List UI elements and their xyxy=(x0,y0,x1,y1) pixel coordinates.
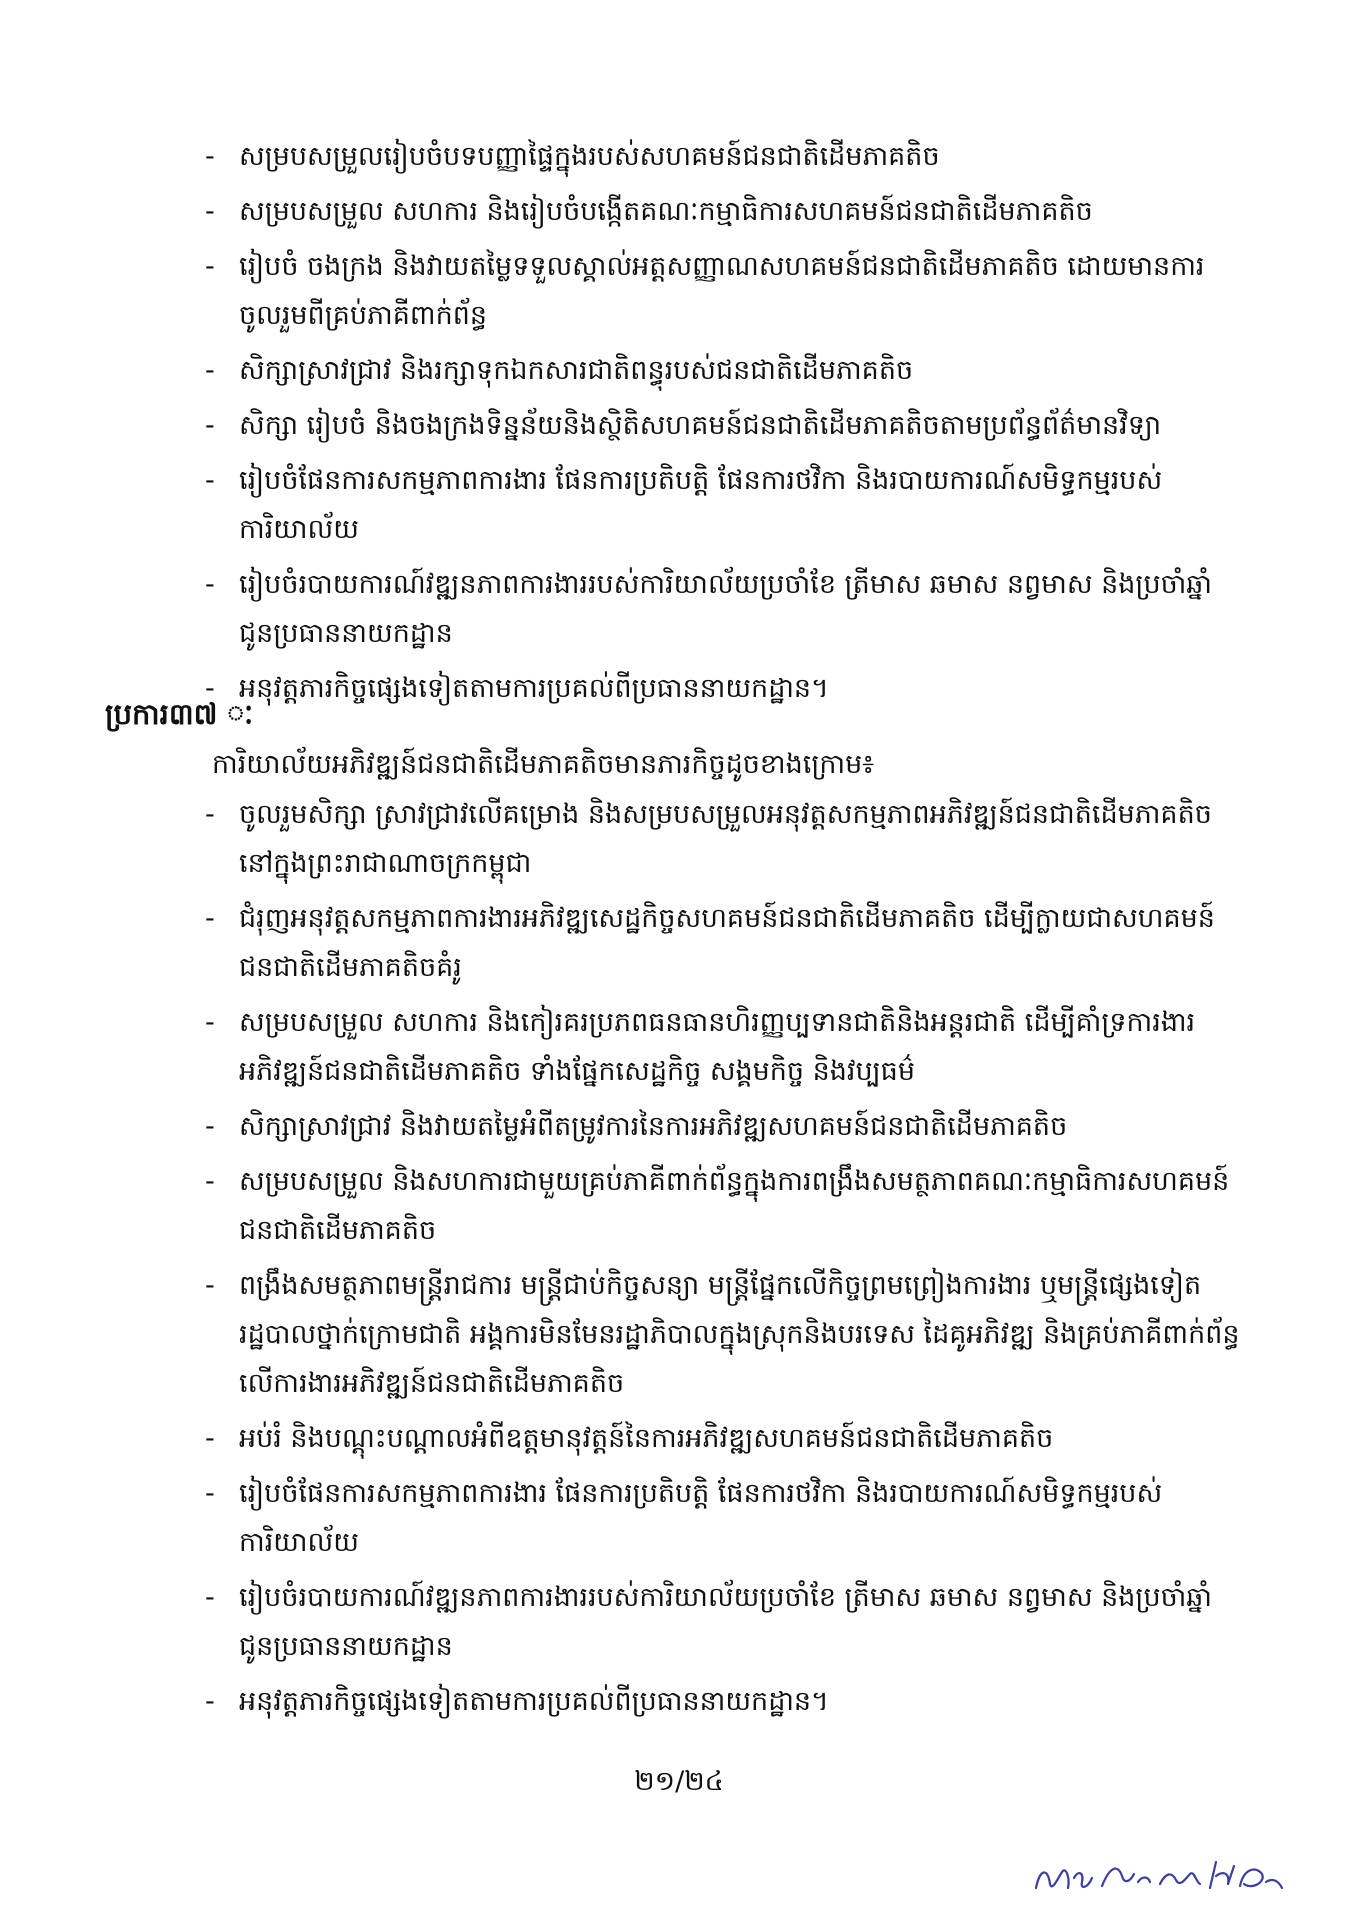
list-item: - សិក្សា រៀបចំ និងចងក្រងទិន្នន័យនិងស្ថិតិសហគមន៍ជនជាតិដើមភាគតិចតាមប្រព័ន្ធព័ត៌មានវិទ្យា xyxy=(205,410,1162,441)
page-number: ២១/២៤ xyxy=(634,1766,724,1797)
duties-list-bottom xyxy=(205,790,1245,1732)
list-item: - ពង្រឹងសមត្ថភាពមន្ត្រីរាជការ មន្ត្រីជាប់កិច្ចសន្យា មន្ត្រីផ្នែកលើកិច្ចព្រមព្រៀងការងារ ឬមន្ត្រីផ្សេងទៀត រដ្ឋបាលថ្នាក់ក្រោមជាតិ អង្គការមិនមែនរដ្ឋាភិបាលក្នុងស្រុកនិងបរទេស ដៃគូអភិវឌ្ឍ និងគ្រប់ភាគីពាក់ព័ន្ធលើការងារអភិវឌ្ឍន៍ជនជាតិដើមភាគតិច xyxy=(205,1270,1240,1399)
list-item: - រៀបចំផែនការសកម្មភាពការងារ ផែនការប្រតិបត្តិ ផែនការថវិកា និងរបាយការណ៍សមិទ្ធកម្មរបស់ការិយាល័យ xyxy=(205,465,1163,545)
list-item: - អនុវត្តភារកិច្ចផ្សេងទៀតតាមការប្រគល់ពីប្រធាននាយកដ្ឋាន។ xyxy=(205,673,829,704)
article-intro: ការិយាល័យអភិវឌ្ឍន៍ជនជាតិដើមភាគតិចមានភារកិច្ចដូចខាងក្រោម៖ xyxy=(212,749,875,780)
list-item: - សម្របសម្រួលរៀបចំបទបញ្ញាផ្ទៃក្នុងរបស់សហគមន៍ជនជាតិដើមភាគតិច xyxy=(205,141,940,172)
list-item: - សិក្សាស្រាវជ្រាវ និងរក្សាទុកឯកសារជាតិពន្ធុរបស់ជនជាតិដើមភាគតិច xyxy=(205,355,914,386)
list-item: - រៀបចំផែនការសកម្មភាពការងារ ផែនការប្រតិបត្តិ ផែនការថវិកា និងរបាយការណ៍សមិទ្ធកម្មរបស់ការិយាល័យ xyxy=(205,1478,1163,1558)
list-item: - សិក្សាស្រាវជ្រាវ និងវាយតម្លៃអំពីតម្រូវការនៃការអភិវឌ្ឍសហគមន៍ជនជាតិដើមភាគតិច xyxy=(205,1111,1068,1142)
list-item: - សម្របសម្រួល សហការ និងរៀបចំបង្កើតគណៈកម្មាធិការសហគមន៍ជនជាតិដើមភាគតិច xyxy=(205,196,1093,227)
signature-strokes xyxy=(1036,1862,1282,1888)
duties-list-top xyxy=(205,132,1245,719)
list-item: - អនុវត្តភារកិច្ចផ្សេងទៀតតាមការប្រគល់ពីប្រធាននាយកដ្ឋាន។ xyxy=(205,1686,829,1717)
list-item: - ចូលរួមសិក្សា ស្រាវជ្រាវលើគម្រោង និងសម្របសម្រួលអនុវត្តសកម្មភាពអភិវឌ្ឍន៍ជនជាតិដើមភាគតិចនៅក្នុងព្រះរាជាណាចក្រកម្ពុជា xyxy=(205,799,1212,879)
list-item: - សម្របសម្រួល សហការ និងកៀរគរប្រភពធនធានហិរញ្ញប្បទានជាតិនិងអន្តរជាតិ ដើម្បីគាំទ្រការងារអភិវឌ្ឍន៍ជនជាតិដើមភាគតិច ទាំងផ្នែកសេដ្ឋកិច្ច សង្គមកិច្ច និងវប្បធម៌ xyxy=(205,1007,1196,1087)
handwritten-initials xyxy=(1030,1848,1290,1902)
list-item: - អប់រំ និងបណ្តុះបណ្តាលអំពីឧត្តមានុវត្តន៍នៃការអភិវឌ្ឍសហគមន៍ជនជាតិដើមភាគតិច xyxy=(205,1423,1054,1454)
list-item: - សម្របសម្រួល និងសហការជាមួយគ្រប់ភាគីពាក់ព័ន្ធក្នុងការពង្រឹងសមត្ថភាពគណៈកម្មាធិការសហគមន៍ជនជាតិដើមភាគតិច xyxy=(205,1166,1230,1246)
list-item: - រៀបចំរបាយការណ៍វឌ្ឍនភាពការងាររបស់ការិយាល័យប្រចាំខែ ត្រីមាស ឆមាស នព្វមាស និងប្រចាំឆ្នាំ ជូនប្រធាននាយកដ្ឋាន xyxy=(205,569,1213,649)
list-item: - រៀបចំរបាយការណ៍វឌ្ឍនភាពការងាររបស់ការិយាល័យប្រចាំខែ ត្រីមាស ឆមាស នព្វមាស និងប្រចាំឆ្នាំ ជូនប្រធាននាយកដ្ឋាន xyxy=(205,1582,1213,1662)
article-heading: ប្រការ៣៧ ៈ xyxy=(105,697,254,731)
list-item: - ជំរុញអនុវត្តសកម្មភាពការងារអភិវឌ្ឍសេដ្ឋកិច្ចសហគមន៍ជនជាតិដើមភាគតិច ដើម្បីក្លាយជាសហគមន៍ជនជាតិដើមភាគតិចគំរូ xyxy=(205,903,1215,983)
list-item: - រៀបចំ ចងក្រង និងវាយតម្លៃទទួលស្គាល់អត្តសញ្ញាណសហគមន៍ជនជាតិដើមភាគតិច ដោយមានការចូលរួមពីគ្រប់ភាគីពាក់ព័ន្ធ xyxy=(205,251,1205,331)
